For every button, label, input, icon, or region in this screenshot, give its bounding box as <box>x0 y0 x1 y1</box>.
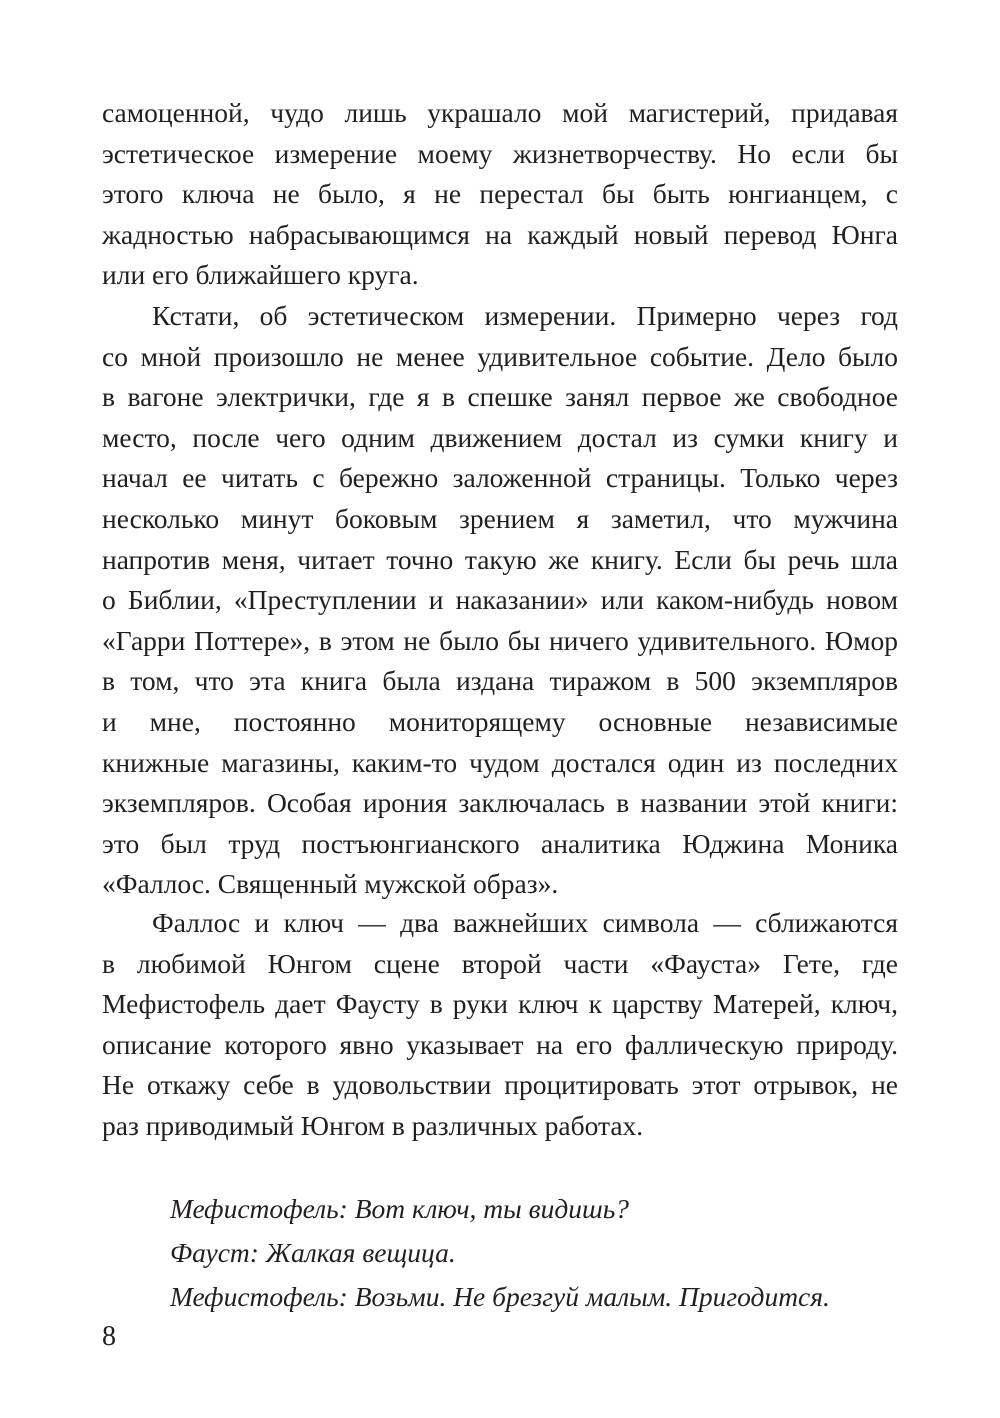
verse-quotation <box>170 1187 830 1319</box>
verse-line: Мефистофель: Вот ключ, ты видишь? <box>170 1193 630 1224</box>
verse-line: Мефистофель: Возьми. Не брезгуй малым. Пригодится. <box>170 1281 830 1312</box>
verse-line: Фауст: Жалкая вещица. <box>170 1237 456 1268</box>
text-line: несколько минут боковым зрением я заметил, что мужчина <box>102 502 898 534</box>
text-line: о Библии, «Преступлении и наказании» или каком-нибудь новом <box>102 584 898 616</box>
text-line: в вагоне электрички, где я в спешке занял первое же свободное <box>102 381 898 413</box>
text-line: и мне, постоянно мониторящему основные независимые <box>102 705 898 737</box>
text-line: со мной произошло не менее удивительное событие. Дело было <box>102 340 898 372</box>
paragraph-3 <box>102 903 898 1147</box>
text-line: в любимой Юнгом сцене второй части «Фауста» Гете, где <box>102 947 898 979</box>
text-line: начал ее читать с бережно заложенной страницы. Только через <box>102 462 898 494</box>
text-line: в том, что эта книга была издана тиражом в 500 экземпляров <box>102 665 898 697</box>
text-line: экземпляров. Особая ирония заключалась в названии этой книги: <box>102 787 898 819</box>
text-line: «Фаллос. Священный мужской образ». <box>102 868 559 900</box>
text-line: это был труд постъюнгианского аналитика Юджина Моника <box>102 827 898 859</box>
text-line: Фаллос и ключ — два важнейших символа — сближаются <box>152 907 898 938</box>
text-line: описание которого явно указывает на его фаллическую природу. <box>102 1028 898 1060</box>
paragraph-1 <box>102 93 898 296</box>
text-line: раз приводимый Юнгом в различных работах. <box>102 1109 644 1141</box>
paragraph-2 <box>102 296 898 905</box>
text-line: напротив меня, читает точно такую же книгу. Если бы речь шла <box>102 543 898 575</box>
page-number: 8 <box>102 1321 116 1352</box>
text-line: Кстати, об эстетическом измерении. Примерно через год <box>152 300 898 331</box>
text-line: этого ключа не было, я не перестал бы быть юнгианцем, с <box>102 178 898 210</box>
text-line: Не откажу себе в удовольствии процитировать этот отрывок, не <box>102 1069 898 1101</box>
text-line: жадностью набрасывающимся на каждый новый перевод Юнга <box>102 218 898 250</box>
text-line: Мефистофель дает Фаусту в руки ключ к царству Матерей, ключ, <box>102 988 898 1020</box>
text-line: книжные магазины, каким-то чудом достался один из последних <box>102 746 898 778</box>
text-line: «Гарри Поттере», в этом не было бы ничего удивительного. Юмор <box>102 624 898 656</box>
text-line: самоценной, чудо лишь украшало мой магистерий, придавая <box>102 97 898 128</box>
text-line: место, после чего одним движением достал из сумки книгу и <box>102 421 898 453</box>
text-line: или его ближайшего круга. <box>102 259 419 291</box>
text-line: эстетическое измерение моему жизнетворчеству. Но если бы <box>102 137 898 169</box>
